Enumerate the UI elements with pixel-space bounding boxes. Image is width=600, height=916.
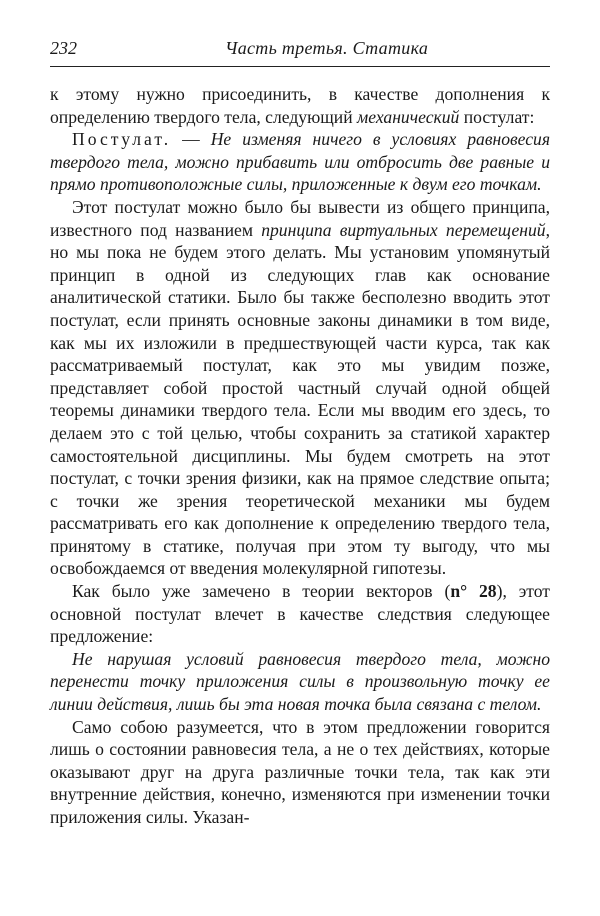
paragraph-1-emphasis: механический bbox=[357, 106, 460, 127]
postulate-label: Постулат. bbox=[72, 129, 172, 150]
paragraph-1-text: к этому нужно присоединить, в качестве дополнения к определению твердого тела, следующий bbox=[50, 84, 550, 127]
paragraph-4 bbox=[50, 580, 550, 648]
postulate-text: Не изменяя ничего в условиях равновесия твердого тела, можно прибавить или отбросить две равные и прямо противоположные силы, приложенные к двум его точкам. bbox=[50, 129, 551, 195]
paragraph-1-end: постулат: bbox=[459, 106, 535, 127]
paragraph-1 bbox=[50, 83, 550, 128]
paragraph-3-end: , но мы пока не будем этого делать. Мы установим упомянутый принцип в одной из следующих глав как основание аналитической статики. Было бы также бесполезно вводить этот постулат, если принять основные законы динамики в том виде, как мы их изложили в предшествующей части курса, так как рассматриваемый постулат, как это мы увидим позже, представляет собой простой частный случай одной общей теоремы динамики твердого тела. Если мы вводим его здесь, то делаем это с той целью, чтобы сохранить за статикой характер самостоятельной дисциплины. Мы будем смотреть на этот постулат, с точки зрения физики, как на прямое следствие опыта; с точки же зрения теоретической механики мы будем рассматривать его как дополнение к определению твердого тела, принятому в статике, получая при этом ту выгоду, что мы освобождаемся от введения молекулярной гипотезы. bbox=[50, 219, 550, 579]
paragraph-6 bbox=[50, 716, 550, 829]
running-head bbox=[50, 38, 550, 64]
postulate-dash: — bbox=[171, 129, 211, 150]
paragraph-4-end: ), этот основной постулат влечет в качестве следствия следующее предложение: bbox=[50, 581, 550, 647]
proposition-paragraph bbox=[50, 648, 550, 716]
paragraph-3-emphasis: принципа виртуальных перемещений bbox=[261, 219, 546, 240]
book-page bbox=[50, 38, 550, 829]
body-text bbox=[50, 83, 550, 829]
proposition-text: Не нарушая условий равновесия твердого тела, можно перенести точку приложения силы в произвольную точку ее линии действия, лишь бы эта новая точка была связана с телом. bbox=[50, 648, 550, 715]
section-reference: n° 28 bbox=[450, 581, 497, 602]
paragraph-6-text: Само собою разумеется, что в этом предложении говорится лишь о состоянии равновесия тела, а не о тех действиях, которые оказывают друг на друга различные точки тела, так как эти внутренние действия, конечно, изменяются при изменении точки приложения силы. Указан- bbox=[50, 716, 550, 827]
paragraph-3 bbox=[50, 196, 550, 580]
postulate-paragraph bbox=[50, 128, 550, 196]
paragraph-4-text: Как было уже замечено в теории векторов ( bbox=[72, 581, 451, 602]
running-title: Часть третья. Статика bbox=[225, 38, 429, 58]
header-rule bbox=[50, 66, 550, 67]
paragraph-3-text: Этот постулат можно было бы вывести из общего принципа, известного под названием bbox=[50, 196, 550, 240]
page-number: 232 bbox=[50, 38, 77, 58]
